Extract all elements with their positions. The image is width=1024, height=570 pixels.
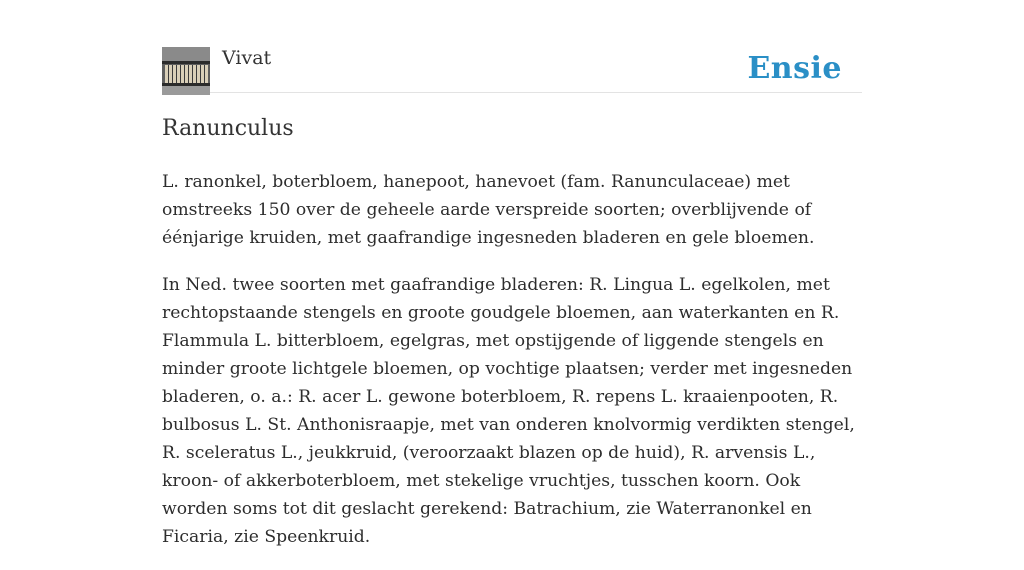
article-paragraph: L. ranonkel, boterbloem, hanepoot, hanevoet (fam. Ranunculaceae) met omstreeks 150 over de geheele aarde verspreide soorten; overblijvende of éénjarige kruiden, met gaafrandige ingesneden bladeren en gele bloemen. xyxy=(162,172,815,248)
article-body xyxy=(162,168,867,570)
source-name[interactable]: Vivat xyxy=(222,47,272,69)
page-title: Ranunculus xyxy=(162,116,294,141)
article-paragraph: In Ned. twee soorten met gaafrandige bladeren: R. Lingua L. egelkolen, met rechtopstaande stengels en groote goudgele bloemen, aan waterkanten en R. Flammula L. bitterbloem, egelgras, met opstijgende of liggende stengels en minder groote lichtgele bloemen, op vochtige plaatsen; verder met ingesneden bladeren, o. a.: R. acer L. gewone boterbloem, R. repens L. kraaienpooten, R. bulbosus L. St. Anthonisraapje, met van onderen knolvormig verdikten stengel, R. sceleratus L., jeukkruid, (veroorzaakt blazen op de huid), R. arvensis L., kroon- of akkerboterbloem, met stekelige vruchtjes, tusschen koorn. Ook worden soms tot dit geslacht gerekend: Batrachium, zie Waterranonkel en Ficaria, zie Speenkruid. xyxy=(162,275,855,547)
ensie-logo[interactable]: Ensie xyxy=(747,51,842,86)
bookshelf-avatar-icon[interactable] xyxy=(162,47,210,95)
header xyxy=(162,47,862,93)
